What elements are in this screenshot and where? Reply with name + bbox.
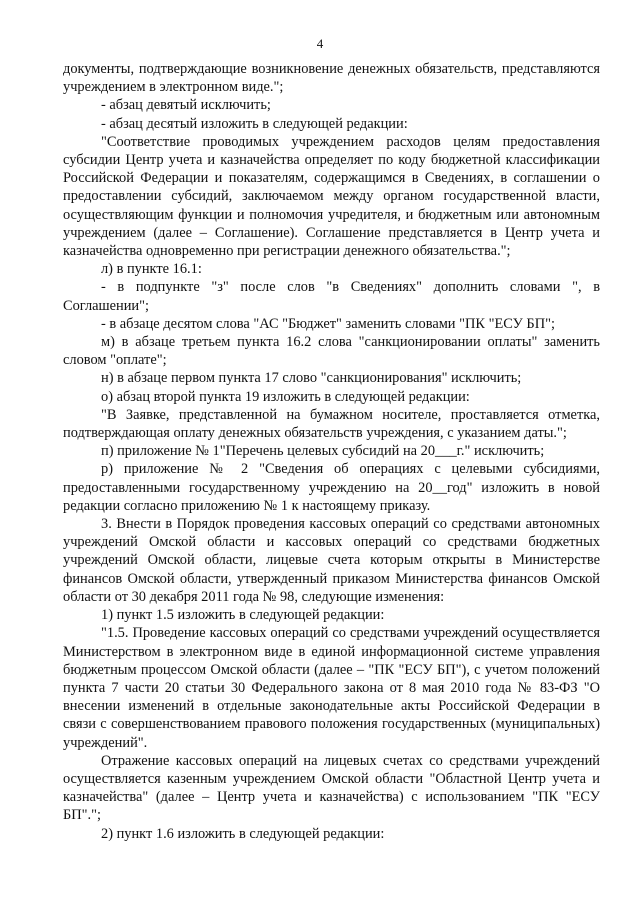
paragraph-item: о) абзац второй пункта 19 изложить в следующей редакции: bbox=[101, 388, 470, 405]
paragraph-quote: "1.5. Проведение кассовых операций со средствами учреждений осуществляется Министерством в электронном виде в единой информационной системе управления бюджетным процессом Омской области (далее – "ПК "ЕСУ БП"), с учетом положений пункта 7 части 20 статьи 30 Федерального закона от 8 мая 2010 года № 83-ФЗ "О внесении изменений в отдельные законодательные акты Российской Федерации в связи с совершенствованием правового положения государственных (муниципальных) учреждений". bbox=[63, 625, 600, 751]
paragraph-section: 3. Внести в Порядок проведения кассовых операций со средствами автономных учреждений Омской области и кассовых операций со средствами бюджетных учреждений Омской области, лицевые счета которым открыты в Министерстве финансов Омской области, утвержденный приказом Министерства финансов Омской области от 30 декабря 2011 года № 98, следующие изменения: bbox=[63, 516, 600, 605]
document-body bbox=[63, 60, 600, 843]
paragraph-item: Отражение кассовых операций на лицевых счетах со средствами учреждений осуществляется казенным учреждением Омской области "Областной Центр учета и казначейства" (далее – Центр учета и казначейства) с использованием "ПК "ЕСУ БП"."; bbox=[63, 752, 600, 824]
paragraph-item: н) в абзаце первом пункта 17 слово "санкционирования" исключить; bbox=[101, 370, 522, 387]
paragraph-item: п) приложение № 1"Перечень целевых субсидий на 20___г." исключить; bbox=[101, 443, 545, 460]
paragraph-item: 2) пункт 1.6 изложить в следующей редакции: bbox=[101, 825, 385, 842]
paragraph-item: м) в абзаце третьем пункта 16.2 слова "санкционировании оплаты" заменить словом "оплате"; bbox=[63, 334, 600, 369]
paragraph-item: - абзац десятый изложить в следующей редакции: bbox=[101, 115, 408, 132]
paragraph-item: л) в пункте 16.1: bbox=[101, 261, 202, 278]
paragraph-item: р) приложение № 2 "Сведения об операциях с целевыми субсидиями, предоставленными государственному учреждению на 20__год" изложить в новой редакции согласно приложению № 1 к настоящему приказу. bbox=[63, 461, 600, 514]
paragraph-quote: "В Заявке, представленной на бумажном носителе, проставляется отметка, подтверждающая оплату денежных обязательств учреждения, с указанием даты."; bbox=[63, 406, 600, 442]
paragraph-quote: "Соответствие проводимых учреждением расходов целям предоставления субсидии Центр учета и казначейства определяет по коду бюджетной классификации Российской Федерации и показателям, содержащимся в Сведениях, в соглашении о предоставлении субсидий, заключаемом между органом государственной власти, осуществляющим функции и полномочия учредителя, и бюджетным или автономным учреждением (далее – Соглашение). Соглашение представляется в Центр учета и казначейства одновременно при регистрации денежного обязательства."; bbox=[63, 133, 600, 260]
page-number: 4 bbox=[316, 36, 324, 51]
paragraph-item: 1) пункт 1.5 изложить в следующей редакции: bbox=[101, 607, 385, 624]
paragraph-item: - в абзаце десятом слова "АС "Бюджет" заменить словами "ПК "ЕСУ БП"; bbox=[101, 315, 555, 332]
paragraph-item: - в подпункте "з" после слов "в Сведениях" дополнить словами ", в Соглашении"; bbox=[63, 279, 600, 314]
paragraph-continuation: документы, подтверждающие возникновение денежных обязательств, представляются учреждением в электронном виде."; bbox=[63, 61, 600, 96]
paragraph-item: - абзац девятый исключить; bbox=[101, 97, 271, 114]
